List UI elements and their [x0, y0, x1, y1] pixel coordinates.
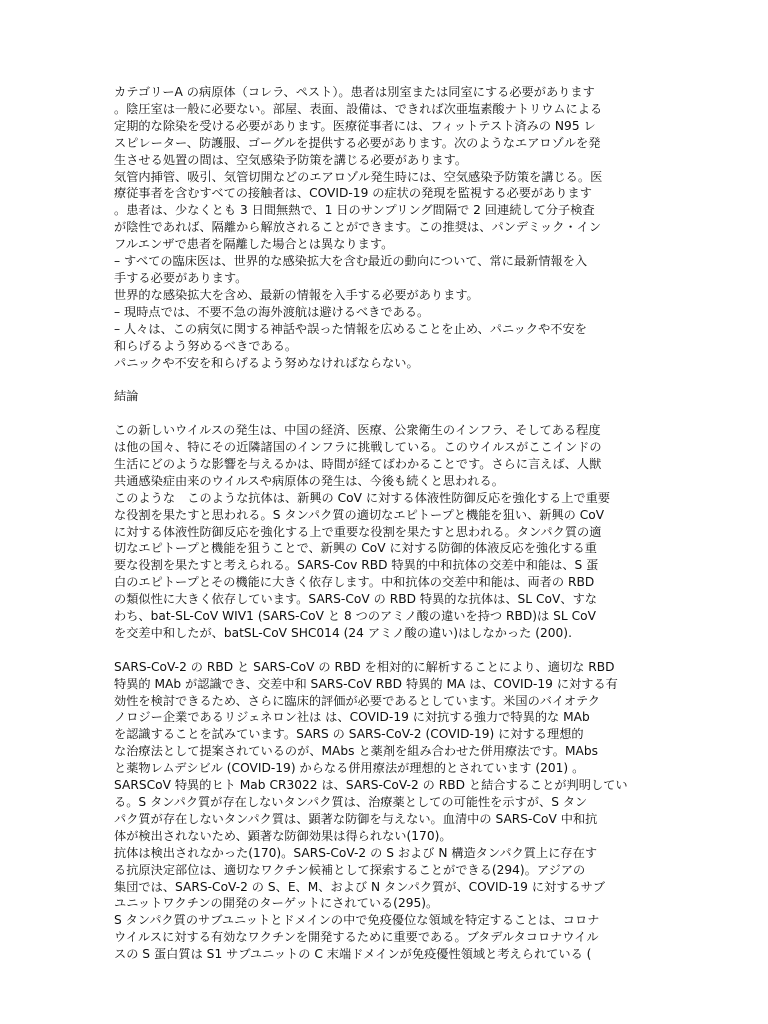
- text-line: 定期的な除染を受ける必要があります。医療従事者には、フィットテスト済みの N95 レ: [114, 118, 596, 133]
- text-line: 共通感染症由来のウイルスや病原体の発生は、今後も続くと思われる。: [114, 473, 504, 488]
- text-line: スの S 蛋白質は S1 サブユニットの C 末端ドメインが免疫優性領域と考えられている (: [114, 947, 592, 962]
- text-line: 生活にどのような影響を与えるかは、時間が経てばわかることです。さらに言えば、人獣: [114, 456, 602, 471]
- text-line: SARSCoV 特異的ヒト Mab CR3022 は、SARS-CoV-2 の RBD と結合することが判明してい: [114, 778, 628, 793]
- text-line: を認識することを試みています。SARS の SARS-CoV-2 (COVID-19) に対する理想的: [114, 727, 584, 742]
- conclusion-heading: 結論: [114, 389, 139, 404]
- text-line: 要な役割を果たすと考えられる。SARS-Cov RBD 特異的中和抗体の交差中和能は、S 蛋: [114, 558, 599, 573]
- text-line: を交差中和したが、batSL-CoV SHC014 (24 アミノ酸の違い)はしなかった (200).: [114, 625, 572, 640]
- text-line: と薬物レムデシビル (COVID-19) からなる併用療法が理想的とされています (201) 。: [114, 761, 585, 776]
- text-line: S タンパク質のサブユニットとドメインの中で免疫優位な領域を特定することは、コロナ: [114, 913, 600, 928]
- text-line: – すべての臨床医は、世界的な感染拡大を含む最近の動向について、常に最新情報を入: [114, 254, 588, 269]
- text-line: 和らげるよう努めるべきである。: [114, 338, 298, 353]
- text-line: 手する必要があります。: [114, 270, 248, 285]
- text-line: 気管内挿管、吸引、気管切開などのエアロゾル発生時には、空気感染予防策を講じる。医: [114, 169, 603, 184]
- text-line: 集団では、SARS-CoV-2 の S、E、M、および N タンパク質が、COVID-19 に対するサブ: [114, 879, 606, 894]
- text-line: 生させる処置の間は、空気感染予防策を講じる必要があります。: [114, 152, 468, 167]
- text-line: が陰性であれば、隔離から解放されることができます。この推奨は、パンデミック・イン: [114, 220, 602, 235]
- paragraph-gap: [114, 642, 656, 659]
- text-line: パク質が存在しないタンパク質は、顕著な防御を与えない。血清中の SARS-CoV 中和抗: [114, 811, 598, 826]
- text-line: 体が検出されないため、顕著な防御効果は得られない(170)。: [114, 828, 452, 843]
- text-line: る抗原決定部位は、適切なワクチン候補として探索することができる(294)。アジアの: [114, 862, 586, 877]
- text-line: 抗体は検出されなかった(170)。SARS-CoV-2 の S および N 構造タンパク質上に存在す: [114, 845, 598, 860]
- infection-control-section: [114, 84, 656, 371]
- conclusion-paragraph: [114, 422, 656, 642]
- text-line: な役割を果たすと思われる。S タンパク質の適切なエピトープと機能を狙い、新興の CoV: [114, 507, 605, 522]
- text-line: 切なエピトープと機能を狙うことで、新興の CoV に対する防御的体液反応を強化する重: [114, 541, 597, 556]
- text-line: この新しいウイルスの発生は、中国の経済、医療、公衆衛生のインフラ、そしてある程度: [114, 423, 601, 438]
- text-line: このような このような抗体は、新興の CoV に対する体液性防御反応を強化する上で重要: [114, 490, 611, 505]
- text-line: ウイルスに対する有効なワクチンを開発するために重要である。ブタデルタコロナウイル: [114, 930, 599, 945]
- text-line: に対する体液性防御反応を強化する上で重要な役割を果たすと思われる。タンパク質の適: [114, 524, 602, 539]
- text-line: – 人々は、この病気に関する神話や誤った情報を広めることを止め、パニックや不安を: [114, 321, 587, 336]
- text-line: な治療法として提案されているのが、MAbs と薬剤を組み合わせた併用療法です。MAbs: [114, 744, 599, 759]
- antibody-paragraph: [114, 659, 656, 963]
- paragraph-gap: [114, 405, 656, 422]
- text-line: は他の国々、特にその近隣諸国のインフラに挑戦している。このウイルスがここインドの: [114, 440, 602, 454]
- text-line: 。患者は、少なくとも 3 日間無熱で、1 日のサンプリング間隔で 2 回連続して分子検査: [114, 203, 595, 218]
- text-line: カテゴリーA の病原体（コレラ、ペスト）。患者は別室または同室にする必要があります: [114, 85, 595, 99]
- text-line: ユニットワクチンの開発のターゲットにされている(295)。: [114, 896, 439, 911]
- text-line: 白のエピトープとその機能に大きく依存します。中和抗体の交差中和能は、両者の RBD: [114, 575, 595, 590]
- text-line: 世界的な感染拡大を含め、最新の情報を入手する必要があります。: [114, 287, 479, 302]
- text-line: SARS-CoV-2 の RBD と SARS-CoV の RBD を相対的に解析することにより、適切な RBD: [114, 659, 615, 674]
- text-line: わち、bat-SL-CoV WIV1 (SARS-CoV と 8 つのアミノ酸の違いを持つ RBD)は SL CoV: [114, 609, 596, 624]
- text-line: 効性を検討できるため、さらに臨床的評価が必要であるとしています。米国のバイオテク: [114, 693, 600, 708]
- text-line: – 現時点では、不要不急の海外渡航は避けるべきである。: [114, 304, 430, 319]
- text-line: スピレーター、防護服、ゴーグルを提供する必要があります。次のようなエアロゾルを発: [114, 135, 601, 150]
- text-line: 療従事者を含むすべての接触者は、COVID-19 の症状の発現を監視する必要があります: [114, 186, 592, 201]
- text-line: パニックや不安を和らげるよう努めなければならない。: [114, 355, 419, 370]
- text-line: の類似性に大きく依存しています。SARS-CoV の RBD 特異的な抗体は、SL CoV、すな: [114, 592, 597, 607]
- paragraph-gap: [114, 371, 656, 388]
- text-line: ノロジー企業であるリジェネロン社は は、COVID-19 に対抗する強力で特異的な MAb: [114, 710, 590, 725]
- text-line: 特異的 MAb が認識でき、交差中和 SARS-CoV RBD 特異的 MA は、COVID-19 に対する有: [114, 676, 618, 691]
- text-line: る。S タンパク質が存在しないタンパク質は、治療薬としての可能性を示すが、S タン: [114, 795, 588, 810]
- text-line: 。陰圧室は一般に必要ない。部屋、表面、設備は、できれば次亜塩素酸ナトリウムによる: [114, 101, 603, 116]
- text-line: フルエンザで患者を隔離した場合とは異なります。: [114, 237, 394, 252]
